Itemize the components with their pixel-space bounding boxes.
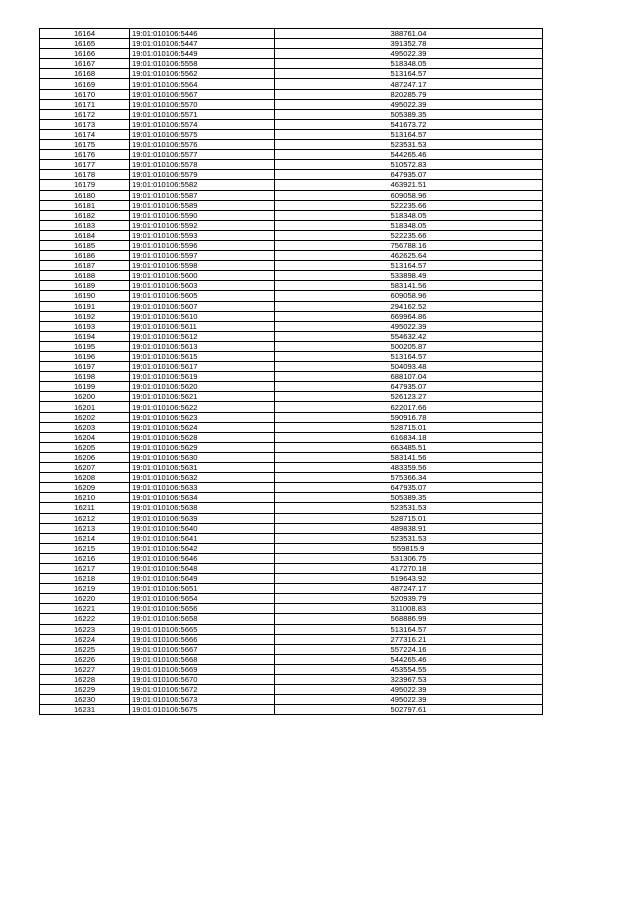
cadastral-number-cell: 19:01:010106:5597 xyxy=(130,251,275,261)
table-row xyxy=(40,584,543,594)
table-row xyxy=(40,513,543,523)
cadastral-value-cell: 554632.42 xyxy=(275,331,543,341)
cadastral-number-cell: 19:01:010106:5603 xyxy=(130,281,275,291)
table-row xyxy=(40,261,543,271)
table-row xyxy=(40,563,543,573)
row-number-cell: 16216 xyxy=(40,553,130,563)
row-number-cell: 16167 xyxy=(40,59,130,69)
cadastral-value-cell: 522235.66 xyxy=(275,230,543,240)
cadastral-number-cell: 19:01:010106:5582 xyxy=(130,180,275,190)
table-row xyxy=(40,432,543,442)
table-row xyxy=(40,362,543,372)
cadastral-number-cell: 19:01:010106:5611 xyxy=(130,321,275,331)
table-row xyxy=(40,271,543,281)
table-row xyxy=(40,39,543,49)
table-row xyxy=(40,553,543,563)
cadastral-value-cell: 495022.39 xyxy=(275,695,543,705)
row-number-cell: 16211 xyxy=(40,503,130,513)
row-number-cell: 16180 xyxy=(40,190,130,200)
cadastral-number-cell: 19:01:010106:5449 xyxy=(130,49,275,59)
row-number-cell: 16192 xyxy=(40,311,130,321)
table-row xyxy=(40,210,543,220)
cadastral-number-cell: 19:01:010106:5567 xyxy=(130,89,275,99)
row-number-cell: 16175 xyxy=(40,140,130,150)
cadastral-number-cell: 19:01:010106:5670 xyxy=(130,675,275,685)
row-number-cell: 16186 xyxy=(40,251,130,261)
table-row xyxy=(40,140,543,150)
row-number-cell: 16164 xyxy=(40,29,130,39)
table-row xyxy=(40,331,543,341)
cadastral-number-cell: 19:01:010106:5607 xyxy=(130,301,275,311)
cadastral-number-cell: 19:01:010106:5640 xyxy=(130,523,275,533)
cadastral-value-cell: 526123.27 xyxy=(275,392,543,402)
row-number-cell: 16171 xyxy=(40,99,130,109)
row-number-cell: 16198 xyxy=(40,372,130,382)
cadastral-value-cell: 647935.07 xyxy=(275,382,543,392)
cadastral-value-cell: 528715.01 xyxy=(275,513,543,523)
row-number-cell: 16202 xyxy=(40,412,130,422)
table-row xyxy=(40,160,543,170)
table-row xyxy=(40,664,543,674)
row-number-cell: 16225 xyxy=(40,644,130,654)
cadastral-value-cell: 388761.04 xyxy=(275,29,543,39)
row-number-cell: 16219 xyxy=(40,584,130,594)
row-number-cell: 16209 xyxy=(40,483,130,493)
row-number-cell: 16227 xyxy=(40,664,130,674)
cadastral-value-cell: 688107.04 xyxy=(275,372,543,382)
cadastral-number-cell: 19:01:010106:5654 xyxy=(130,594,275,604)
table-row xyxy=(40,574,543,584)
table-row xyxy=(40,251,543,261)
table-row xyxy=(40,483,543,493)
row-number-cell: 16208 xyxy=(40,473,130,483)
table-row xyxy=(40,240,543,250)
cadastral-number-cell: 19:01:010106:5623 xyxy=(130,412,275,422)
row-number-cell: 16189 xyxy=(40,281,130,291)
row-number-cell: 16228 xyxy=(40,675,130,685)
row-number-cell: 16229 xyxy=(40,685,130,695)
row-number-cell: 16197 xyxy=(40,362,130,372)
table-row xyxy=(40,49,543,59)
table-row xyxy=(40,200,543,210)
cadastral-number-cell: 19:01:010106:5642 xyxy=(130,543,275,553)
cadastral-number-cell: 19:01:010106:5619 xyxy=(130,372,275,382)
cadastral-value-cell: 559815.9 xyxy=(275,543,543,553)
cadastral-value-cell: 756788.16 xyxy=(275,240,543,250)
cadastral-value-cell: 533898.49 xyxy=(275,271,543,281)
cadastral-number-cell: 19:01:010106:5621 xyxy=(130,392,275,402)
cadastral-value-cell: 622017.66 xyxy=(275,402,543,412)
cadastral-number-cell: 19:01:010106:5617 xyxy=(130,362,275,372)
cadastral-value-cell: 495022.39 xyxy=(275,99,543,109)
table-row xyxy=(40,705,543,715)
cadastral-value-cell: 277316.21 xyxy=(275,634,543,644)
row-number-cell: 16191 xyxy=(40,301,130,311)
row-number-cell: 16212 xyxy=(40,513,130,523)
cadastral-value-cell: 557224.16 xyxy=(275,644,543,654)
table-row xyxy=(40,382,543,392)
table-row xyxy=(40,604,543,614)
table-row xyxy=(40,109,543,119)
cadastral-number-cell: 19:01:010106:5669 xyxy=(130,664,275,674)
cadastral-number-cell: 19:01:010106:5649 xyxy=(130,574,275,584)
cadastral-number-cell: 19:01:010106:5558 xyxy=(130,59,275,69)
cadastral-number-cell: 19:01:010106:5576 xyxy=(130,140,275,150)
cadastral-number-cell: 19:01:010106:5622 xyxy=(130,402,275,412)
cadastral-value-cell: 502797.61 xyxy=(275,705,543,715)
cadastral-number-cell: 19:01:010106:5612 xyxy=(130,331,275,341)
table-row xyxy=(40,321,543,331)
table-row xyxy=(40,675,543,685)
table-row xyxy=(40,311,543,321)
cadastral-number-cell: 19:01:010106:5672 xyxy=(130,685,275,695)
cadastral-number-cell: 19:01:010106:5668 xyxy=(130,654,275,664)
cadastral-value-cell: 453554.55 xyxy=(275,664,543,674)
cadastral-number-cell: 19:01:010106:5610 xyxy=(130,311,275,321)
cadastral-value-cell: 495022.39 xyxy=(275,49,543,59)
cadastral-value-cell: 519643.92 xyxy=(275,574,543,584)
cadastral-value-cell: 523531.53 xyxy=(275,503,543,513)
row-number-cell: 16215 xyxy=(40,543,130,553)
cadastral-number-cell: 19:01:010106:5639 xyxy=(130,513,275,523)
row-number-cell: 16165 xyxy=(40,39,130,49)
row-number-cell: 16190 xyxy=(40,291,130,301)
row-number-cell: 16195 xyxy=(40,341,130,351)
row-number-cell: 16231 xyxy=(40,705,130,715)
table-row xyxy=(40,341,543,351)
row-number-cell: 16181 xyxy=(40,200,130,210)
row-number-cell: 16214 xyxy=(40,533,130,543)
table-row xyxy=(40,352,543,362)
cadastral-number-cell: 19:01:010106:5675 xyxy=(130,705,275,715)
row-number-cell: 16224 xyxy=(40,634,130,644)
table-row xyxy=(40,493,543,503)
table-row xyxy=(40,190,543,200)
cadastral-value-cell: 531306.75 xyxy=(275,553,543,563)
cadastral-value-cell: 616834.18 xyxy=(275,432,543,442)
cadastral-value-cell: 513164.57 xyxy=(275,261,543,271)
cadastral-number-cell: 19:01:010106:5656 xyxy=(130,604,275,614)
row-number-cell: 16187 xyxy=(40,261,130,271)
cadastral-number-cell: 19:01:010106:5587 xyxy=(130,190,275,200)
table-row xyxy=(40,69,543,79)
table-row xyxy=(40,463,543,473)
cadastral-value-cell: 510572.83 xyxy=(275,160,543,170)
cadastral-number-cell: 19:01:010106:5575 xyxy=(130,129,275,139)
table-row xyxy=(40,89,543,99)
cadastral-value-cell: 294162.52 xyxy=(275,301,543,311)
cadastral-value-cell: 528715.01 xyxy=(275,422,543,432)
table-row xyxy=(40,523,543,533)
cadastral-value-cell: 323967.53 xyxy=(275,675,543,685)
cadastral-number-cell: 19:01:010106:5629 xyxy=(130,442,275,452)
cadastral-value-cell: 513164.57 xyxy=(275,129,543,139)
table-row xyxy=(40,634,543,644)
cadastral-number-cell: 19:01:010106:5578 xyxy=(130,160,275,170)
cadastral-value-cell: 523531.53 xyxy=(275,533,543,543)
cadastral-value-cell: 523531.53 xyxy=(275,140,543,150)
cadastral-value-cell: 663485.51 xyxy=(275,442,543,452)
cadastral-value-cell: 513164.57 xyxy=(275,624,543,634)
cadastral-number-cell: 19:01:010106:5447 xyxy=(130,39,275,49)
cadastral-number-cell: 19:01:010106:5666 xyxy=(130,634,275,644)
cadastral-number-cell: 19:01:010106:5633 xyxy=(130,483,275,493)
cadastral-number-cell: 19:01:010106:5646 xyxy=(130,553,275,563)
cadastral-value-cell: 483359.56 xyxy=(275,463,543,473)
cadastral-value-cell: 495022.39 xyxy=(275,321,543,331)
table-row xyxy=(40,442,543,452)
table-row xyxy=(40,503,543,513)
table-row xyxy=(40,473,543,483)
table-row xyxy=(40,614,543,624)
cadastral-value-cell: 520939.79 xyxy=(275,594,543,604)
cadastral-number-cell: 19:01:010106:5631 xyxy=(130,463,275,473)
cadastral-number-cell: 19:01:010106:5673 xyxy=(130,695,275,705)
cadastral-value-cell: 590916.78 xyxy=(275,412,543,422)
cadastral-value-cell: 487247.17 xyxy=(275,79,543,89)
cadastral-number-cell: 19:01:010106:5641 xyxy=(130,533,275,543)
cadastral-value-cell: 391352.78 xyxy=(275,39,543,49)
cadastral-value-cell: 417270.18 xyxy=(275,563,543,573)
row-number-cell: 16178 xyxy=(40,170,130,180)
row-number-cell: 16166 xyxy=(40,49,130,59)
table-row xyxy=(40,59,543,69)
table-row xyxy=(40,402,543,412)
row-number-cell: 16206 xyxy=(40,452,130,462)
cadastral-value-cell: 495022.39 xyxy=(275,685,543,695)
cadastral-value-cell: 518348.05 xyxy=(275,210,543,220)
cadastral-value-cell: 544265.46 xyxy=(275,150,543,160)
table-row xyxy=(40,230,543,240)
table-row xyxy=(40,119,543,129)
cadastral-value-cell: 541673.72 xyxy=(275,119,543,129)
table-row xyxy=(40,533,543,543)
row-number-cell: 16205 xyxy=(40,442,130,452)
cadastral-value-cell: 462625.64 xyxy=(275,251,543,261)
row-number-cell: 16217 xyxy=(40,563,130,573)
cadastral-value-cell: 504093.48 xyxy=(275,362,543,372)
cadastral-number-cell: 19:01:010106:5589 xyxy=(130,200,275,210)
cadastral-number-cell: 19:01:010106:5570 xyxy=(130,99,275,109)
cadastral-number-cell: 19:01:010106:5620 xyxy=(130,382,275,392)
row-number-cell: 16200 xyxy=(40,392,130,402)
cadastral-value-cell: 518348.05 xyxy=(275,220,543,230)
cadastral-value-cell: 583141.56 xyxy=(275,452,543,462)
cadastral-number-cell: 19:01:010106:5667 xyxy=(130,644,275,654)
cadastral-number-cell: 19:01:010106:5600 xyxy=(130,271,275,281)
cadastral-number-cell: 19:01:010106:5592 xyxy=(130,220,275,230)
row-number-cell: 16222 xyxy=(40,614,130,624)
row-number-cell: 16185 xyxy=(40,240,130,250)
cadastral-number-cell: 19:01:010106:5579 xyxy=(130,170,275,180)
row-number-cell: 16174 xyxy=(40,129,130,139)
row-number-cell: 16210 xyxy=(40,493,130,503)
cadastral-number-cell: 19:01:010106:5632 xyxy=(130,473,275,483)
row-number-cell: 16168 xyxy=(40,69,130,79)
cadastral-value-cell: 575366.34 xyxy=(275,473,543,483)
table-row xyxy=(40,281,543,291)
cadastral-number-cell: 19:01:010106:5574 xyxy=(130,119,275,129)
table-row xyxy=(40,150,543,160)
table-row xyxy=(40,79,543,89)
table-row xyxy=(40,452,543,462)
cadastral-value-cell: 513164.57 xyxy=(275,69,543,79)
cadastral-number-cell: 19:01:010106:5613 xyxy=(130,341,275,351)
table-row xyxy=(40,644,543,654)
cadastral-number-cell: 19:01:010106:5605 xyxy=(130,291,275,301)
cadastral-value-cell: 311008.83 xyxy=(275,604,543,614)
cadastral-value-cell: 463921.51 xyxy=(275,180,543,190)
row-number-cell: 16204 xyxy=(40,432,130,442)
table-body xyxy=(40,29,543,715)
cadastral-value-cell: 609058.96 xyxy=(275,190,543,200)
cadastral-value-cell: 647935.07 xyxy=(275,483,543,493)
cadastral-number-cell: 19:01:010106:5658 xyxy=(130,614,275,624)
row-number-cell: 16184 xyxy=(40,230,130,240)
cadastral-number-cell: 19:01:010106:5598 xyxy=(130,261,275,271)
cadastral-number-cell: 19:01:010106:5593 xyxy=(130,230,275,240)
row-number-cell: 16207 xyxy=(40,463,130,473)
cadastral-number-cell: 19:01:010106:5665 xyxy=(130,624,275,634)
cadastral-number-cell: 19:01:010106:5446 xyxy=(130,29,275,39)
cadastral-number-cell: 19:01:010106:5564 xyxy=(130,79,275,89)
row-number-cell: 16196 xyxy=(40,352,130,362)
row-number-cell: 16182 xyxy=(40,210,130,220)
cadastral-value-cell: 505389.35 xyxy=(275,109,543,119)
row-number-cell: 16176 xyxy=(40,150,130,160)
row-number-cell: 16221 xyxy=(40,604,130,614)
cadastral-value-cell: 609058.96 xyxy=(275,291,543,301)
cadastral-value-cell: 522235.66 xyxy=(275,200,543,210)
cadastral-value-cell: 820285.79 xyxy=(275,89,543,99)
table-row xyxy=(40,624,543,634)
table-row xyxy=(40,695,543,705)
table-row xyxy=(40,412,543,422)
cadastral-number-cell: 19:01:010106:5648 xyxy=(130,563,275,573)
row-number-cell: 16230 xyxy=(40,695,130,705)
cadastral-number-cell: 19:01:010106:5562 xyxy=(130,69,275,79)
cadastral-value-cell: 505389.35 xyxy=(275,493,543,503)
cadastral-number-cell: 19:01:010106:5651 xyxy=(130,584,275,594)
table-row xyxy=(40,170,543,180)
row-number-cell: 16183 xyxy=(40,220,130,230)
cadastral-number-cell: 19:01:010106:5628 xyxy=(130,432,275,442)
row-number-cell: 16226 xyxy=(40,654,130,664)
table-row xyxy=(40,129,543,139)
table-row xyxy=(40,301,543,311)
cadastral-value-cell: 583141.56 xyxy=(275,281,543,291)
table-row xyxy=(40,654,543,664)
cadastral-value-cell: 568886.99 xyxy=(275,614,543,624)
table-row xyxy=(40,29,543,39)
cadastral-value-cell: 489838.91 xyxy=(275,523,543,533)
table-row xyxy=(40,543,543,553)
table-row xyxy=(40,180,543,190)
row-number-cell: 16194 xyxy=(40,331,130,341)
cadastral-number-cell: 19:01:010106:5634 xyxy=(130,493,275,503)
table-row xyxy=(40,372,543,382)
row-number-cell: 16199 xyxy=(40,382,130,392)
row-number-cell: 16188 xyxy=(40,271,130,281)
row-number-cell: 16179 xyxy=(40,180,130,190)
row-number-cell: 16220 xyxy=(40,594,130,604)
cadastral-value-cell: 500205.87 xyxy=(275,341,543,351)
table-row xyxy=(40,392,543,402)
cadastral-number-cell: 19:01:010106:5571 xyxy=(130,109,275,119)
row-number-cell: 16173 xyxy=(40,119,130,129)
row-number-cell: 16201 xyxy=(40,402,130,412)
cadastral-value-cell: 487247.17 xyxy=(275,584,543,594)
table-row xyxy=(40,99,543,109)
cadastral-value-cell: 647935.07 xyxy=(275,170,543,180)
cadastral-value-table xyxy=(39,28,543,715)
row-number-cell: 16213 xyxy=(40,523,130,533)
row-number-cell: 16177 xyxy=(40,160,130,170)
row-number-cell: 16169 xyxy=(40,79,130,89)
row-number-cell: 16203 xyxy=(40,422,130,432)
cadastral-number-cell: 19:01:010106:5590 xyxy=(130,210,275,220)
table-row xyxy=(40,594,543,604)
cadastral-number-cell: 19:01:010106:5624 xyxy=(130,422,275,432)
row-number-cell: 16223 xyxy=(40,624,130,634)
row-number-cell: 16193 xyxy=(40,321,130,331)
cadastral-number-cell: 19:01:010106:5577 xyxy=(130,150,275,160)
cadastral-number-cell: 19:01:010106:5615 xyxy=(130,352,275,362)
table-row xyxy=(40,220,543,230)
cadastral-value-cell: 513164.57 xyxy=(275,352,543,362)
table-row xyxy=(40,685,543,695)
table-row xyxy=(40,291,543,301)
cadastral-number-cell: 19:01:010106:5596 xyxy=(130,240,275,250)
cadastral-value-cell: 669964.86 xyxy=(275,311,543,321)
cadastral-number-cell: 19:01:010106:5630 xyxy=(130,452,275,462)
cadastral-number-cell: 19:01:010106:5638 xyxy=(130,503,275,513)
row-number-cell: 16170 xyxy=(40,89,130,99)
cadastral-value-cell: 518348.05 xyxy=(275,59,543,69)
row-number-cell: 16172 xyxy=(40,109,130,119)
row-number-cell: 16218 xyxy=(40,574,130,584)
cadastral-value-cell: 544265.46 xyxy=(275,654,543,664)
table-row xyxy=(40,422,543,432)
